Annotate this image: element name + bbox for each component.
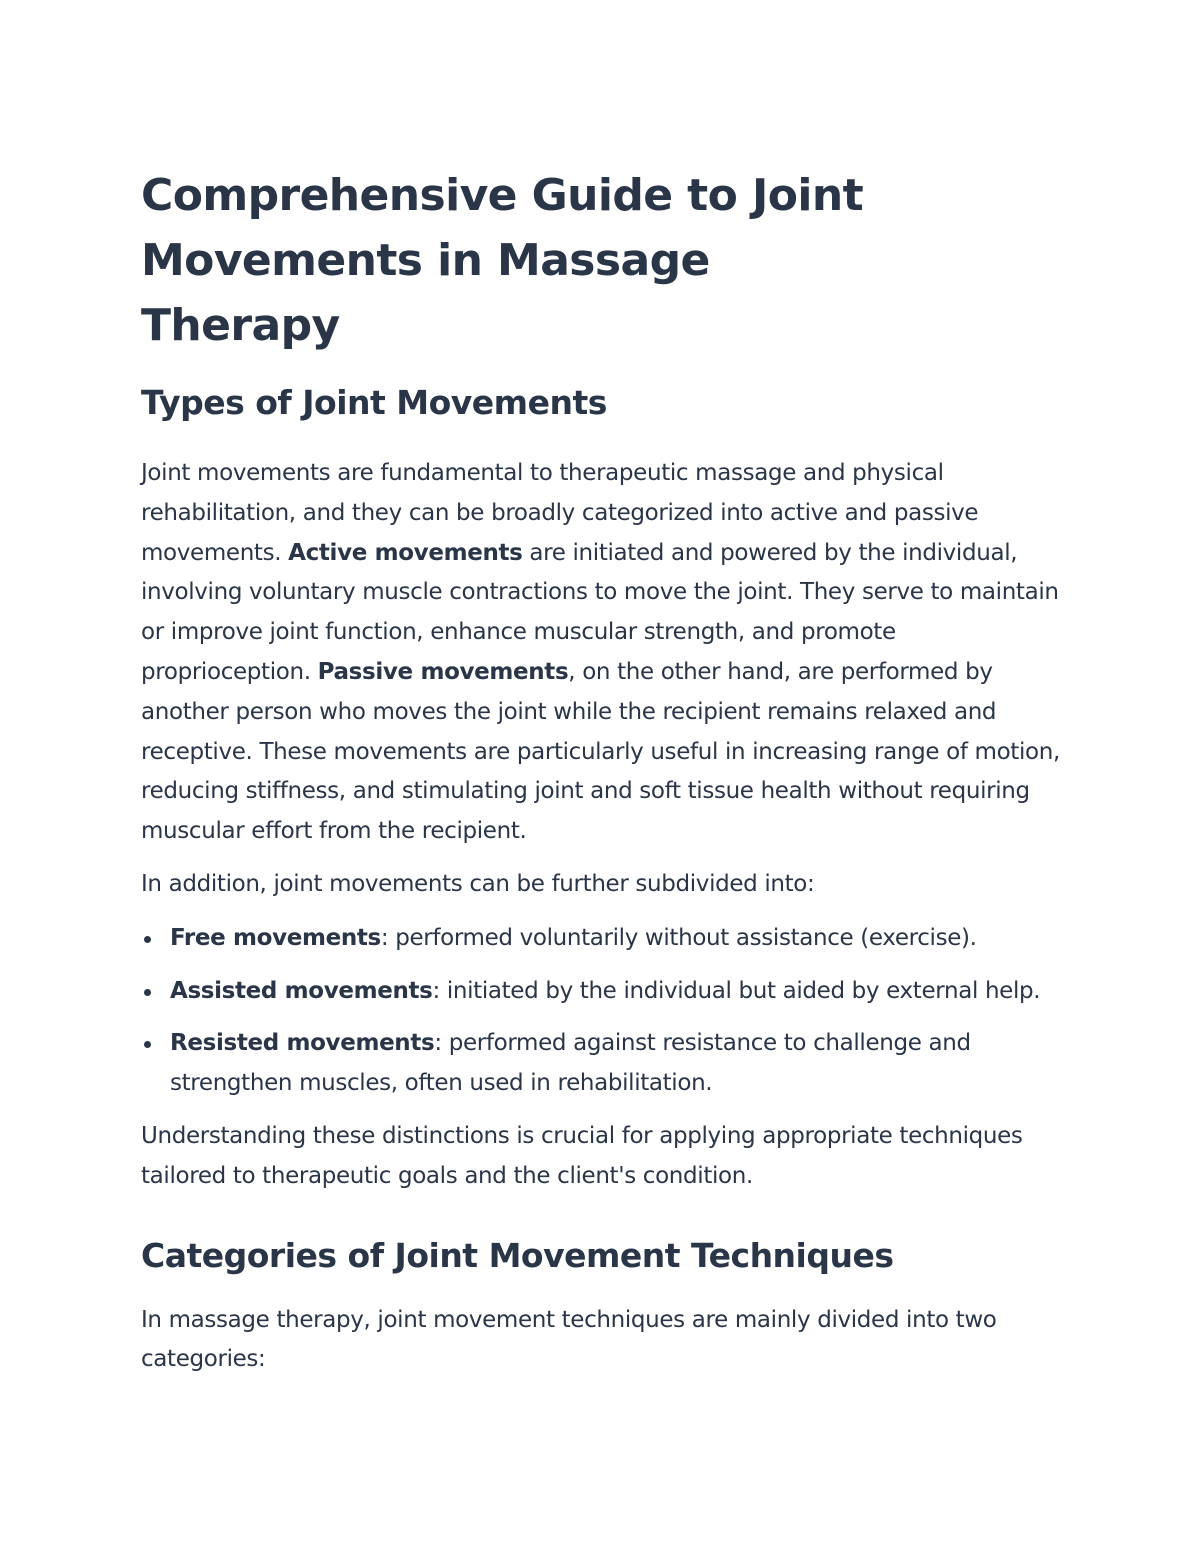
section-heading-types: Types of Joint Movements [141,383,607,422]
section-heading-categories: Categories of Joint Movement Techniques [141,1235,894,1275]
list-item-term: Free movements [170,924,381,951]
list-item-free-movements [141,919,1061,959]
paragraph-distinctions: Understanding these distinctions is crucial for applying appropriate techniques tailored to therapeutic goals and the client's condition. [141,1122,1023,1189]
list-item-assisted-movements [141,972,1061,1012]
text-run: Joint movements are fundamental to therapeutic massage and physical rehabilitation, and they can be broadly categorized into active and passive movements. [141,460,979,566]
bullet-icon [144,989,151,996]
bullet-icon [144,936,151,943]
list-item-desc: : performed voluntarily without assistance (exercise). [380,924,977,951]
bold-term-active-movements: Active movements [288,539,523,566]
paragraph-subdivision-intro: In addition, joint movements can be further subdivided into: [141,870,815,897]
text-run: , on the other hand, are performed by another person who moves the joint while the recipient remains relaxed and receptive. These movements are particularly useful in increasing range of motion, reducing stiffness, and stimulating joint and soft tissue health without requiring muscular effort from the recipient. [141,658,1060,845]
bullet-icon [144,1041,151,1048]
list-item-term: Assisted movements [170,977,433,1004]
text-run: are initiated and powered by the individual, involving voluntary muscle contractions to move the joint. They serve to maintain or improve joint function, enhance muscular strength, and promote proprioception. [141,539,1059,685]
movement-types-list [141,919,1061,1104]
list-item-desc: : initiated by the individual but aided by external help. [432,977,1041,1004]
bold-term-passive-movements: Passive movements [317,658,569,685]
paragraph-joint-movements-intro [141,454,1061,852]
document-page [141,163,1061,1380]
paragraph-categories-intro: In massage therapy, joint movement techniques are mainly divided into two categories: [141,1306,997,1373]
list-item-desc: : performed against resistance to challenge and strengthen muscles, often used in rehabilitation. [170,1030,971,1097]
list-item-term: Resisted movements [170,1030,435,1057]
document-title: Comprehensive Guide to Joint Movements in Massage Therapy [141,170,864,351]
list-item-resisted-movements [141,1024,1061,1104]
